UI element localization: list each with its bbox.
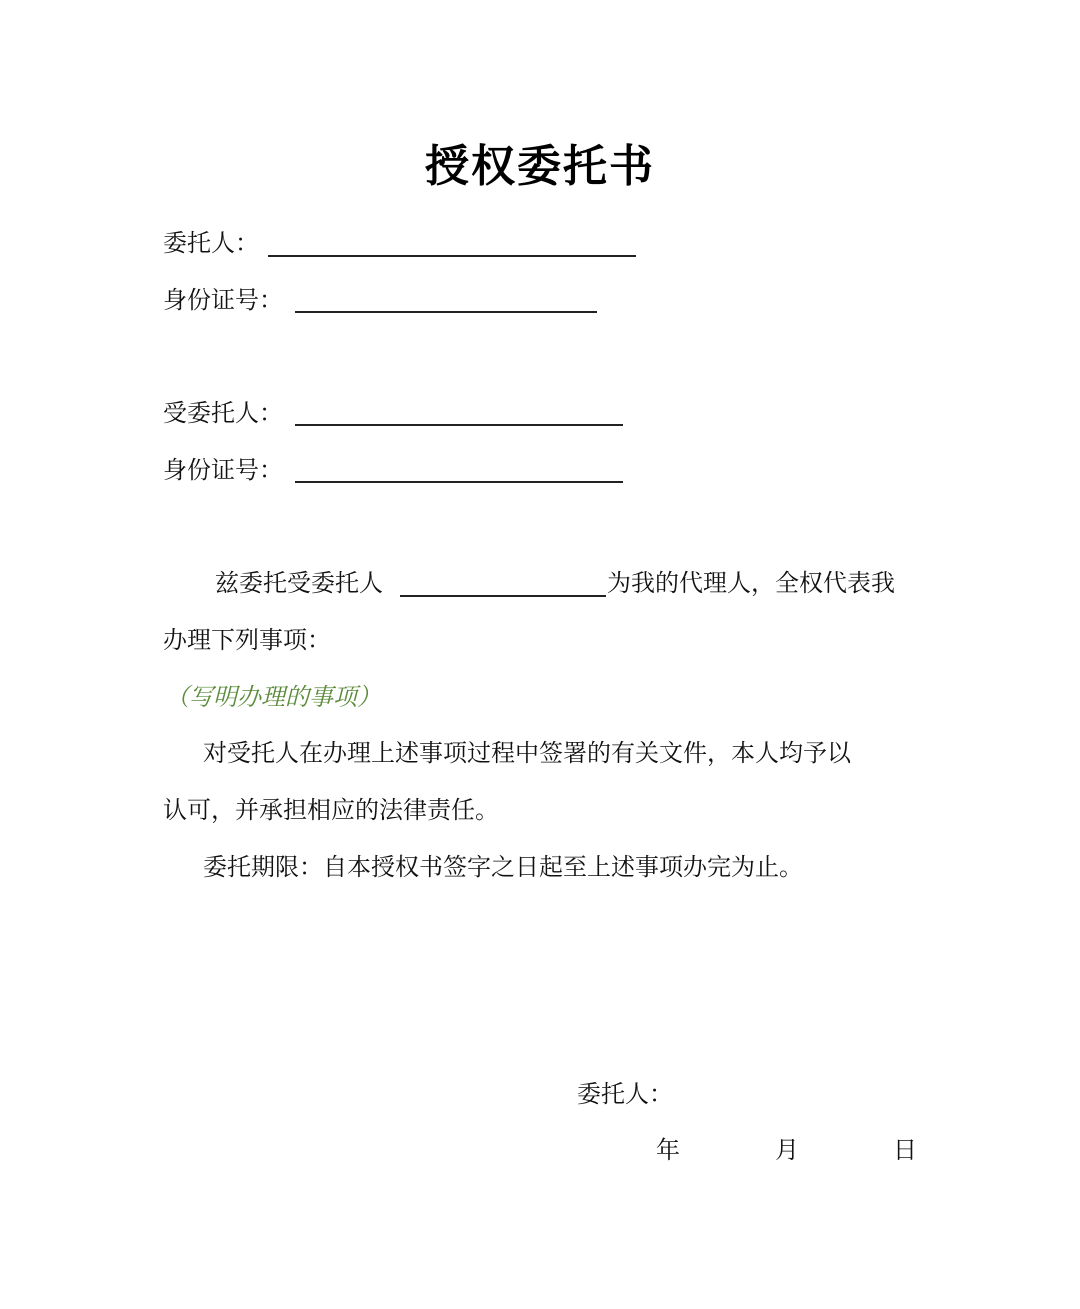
principal-name-label: 委托人： <box>163 229 259 257</box>
para2-line2: 认可，并承担相应的法律责任。 <box>163 796 499 824</box>
agent-name-label: 受委托人： <box>163 399 283 427</box>
para1-end: 为我的代理人，全权代表我 <box>607 569 895 597</box>
agent-name-field[interactable] <box>295 424 623 426</box>
matters-placeholder[interactable]: （写明办理的事项） <box>165 683 381 711</box>
date-day-label: 日 <box>893 1136 917 1164</box>
term-paragraph: 委托期限：自本授权书签字之日起至上述事项办完为止。 <box>203 853 803 881</box>
agent-name-inline-field[interactable] <box>400 595 606 597</box>
agent-id-label: 身份证号： <box>163 456 283 484</box>
para2-line1: 对受托人在办理上述事项过程中签署的有关文件，本人均予以 <box>203 739 851 767</box>
principal-id-field[interactable] <box>295 311 597 313</box>
signature-label: 委托人： <box>577 1080 673 1108</box>
principal-name-field[interactable] <box>268 255 636 257</box>
date-year-label: 年 <box>656 1136 680 1164</box>
agent-id-field[interactable] <box>295 481 623 483</box>
date-month-label: 月 <box>775 1136 799 1164</box>
para1-line2: 办理下列事项： <box>163 626 331 654</box>
para1-start: 兹委托受委托人 <box>215 569 383 597</box>
document-title: 授权委托书 <box>425 141 655 192</box>
principal-id-label: 身份证号： <box>163 286 283 314</box>
